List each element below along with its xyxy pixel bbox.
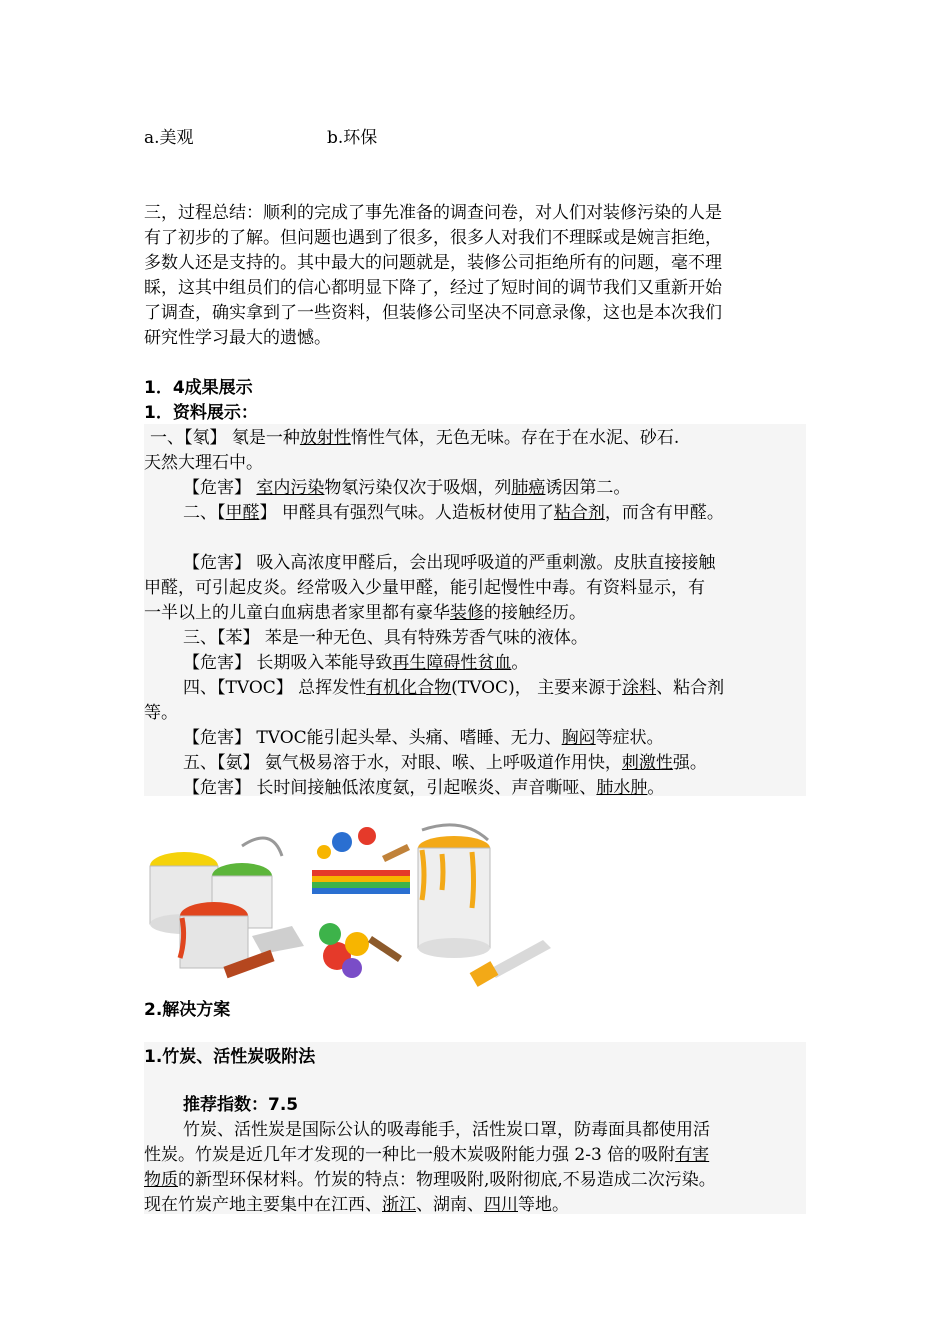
link-harmful[interactable]: 有害 [675,1145,710,1165]
hazard-benzene: 【危害】 长期吸入苯能导致再生障碍性贫血。 [183,653,529,673]
method-text: 性炭。竹炭是近几年才发现的一种比一般木炭吸附能力强 2-3 倍的吸附有害 [144,1145,710,1165]
method-text: 竹炭、活性炭是国际公认的吸毒能手，活性炭口罩，防毒面具都使用活 [183,1120,710,1140]
paint-buckets-image [142,826,310,986]
hazard-radon: 【危害】 室内污染物氡污染仅次于吸烟，列肺癌诱因第二。 [183,478,631,498]
summary-line: 睬，这其中组员们的信心都明显下降了，经过了短时间的调节我们又重新开始 [144,278,722,298]
link-irritant[interactable]: 刺激性 [621,753,673,773]
hazard-tvoc: 【危害】 TVOC能引起头晕、头痛、嗜睡、无力、胸闷等症状。 [183,728,664,748]
hazard-formaldehyde-cont: 一半以上的儿童白血病患者家里都有豪华装修的接触经历。 [144,603,586,623]
substance-radon: 一、【氡】 氡是一种放射性惰性气体，无色无味。存在于在水泥、砂石. [150,428,680,448]
method-title: 1.竹炭、活性炭吸附法 [144,1047,316,1067]
option-a: a.美观 [144,128,194,148]
link-formaldehyde[interactable]: 甲醛 [225,503,260,523]
hazard-formaldehyde: 【危害】 吸入高浓度甲醛后，会出现呼吸道的严重刺激。皮肤直接接触 [183,553,716,573]
section-heading: 2.解决方案 [144,1000,231,1020]
link-indoor-pollution[interactable]: 室内污染 [256,478,325,498]
link-zhejiang[interactable]: 浙江 [382,1195,416,1215]
link-lung-cancer[interactable]: 肺癌 [511,478,546,498]
link-adhesive[interactable]: 粘合剂 [553,503,605,523]
hazard-ammonia: 【危害】 长时间接触低浓度氨，引起喉炎、声音嘶哑、肺水肿。 [183,778,665,798]
summary-line: 了调查，确实拿到了一些资料，但装修公司坚决不同意录像，这也是本次我们 [144,303,722,323]
method-text: 现在竹炭产地主要集中在江西、浙江、湖南、四川等地。 [144,1195,569,1215]
link-paint[interactable]: 涂料 [622,678,657,698]
link-aplastic-anemia[interactable]: 再生障碍性贫血 [392,653,512,673]
method-text: 物质的新型环保材料。竹炭的特点：物理吸附,吸附彻底,不易造成二次污染。 [144,1170,716,1190]
substance-ammonia: 五、【氨】 氨气极易溶于水，对眼、喉、上呼吸道作用快，刺激性强。 [183,753,707,773]
substance-tvoc: 四、【TVOC】 总挥发性有机化合物(TVOC)， 主要来源于涂料、粘合剂 [183,678,725,698]
paint-can-image [412,820,572,990]
method-rating: 推荐指数：7.5 [183,1095,299,1115]
link-decoration[interactable]: 装修 [450,603,484,623]
summary-line: 三，过程总结：顺利的完成了事先准备的调查问卷，对人们对装修污染的人是 [144,203,722,223]
section-heading: 1．4成果展示 [144,378,253,398]
summary-line: 研究性学习最大的遗憾。 [144,328,331,348]
section-heading: 1．资料展示： [144,403,258,423]
substance-benzene: 三、【苯】 苯是一种无色、具有特殊芳香气味的液体。 [183,628,588,648]
option-b: b.环保 [327,128,378,148]
color-splash-image [312,826,412,986]
hazard-formaldehyde-cont: 甲醛，可引起皮炎。经常吸入少量甲醛，能引起慢性中毒。有资料显示，有 [144,578,705,598]
link-substance[interactable]: 物质 [144,1170,178,1190]
link-sichuan[interactable]: 四川 [484,1195,518,1215]
substance-tvoc-cont: 等。 [144,703,178,723]
link-chest-tightness[interactable]: 胸闷 [561,728,596,748]
substance-radon-cont: 天然大理石中。 [144,453,263,473]
link-organic-compound[interactable]: 有机化合物 [366,678,452,698]
summary-line: 多数人还是支持的。其中最大的问题就是，装修公司拒绝所有的问题，毫不理 [144,253,722,273]
summary-line: 有了初步的了解。但问题也遇到了很多，很多人对我们不理睬或是婉言拒绝， [144,228,722,248]
link-radioactive[interactable]: 放射性 [299,428,351,448]
link-pulmonary-edema[interactable]: 肺水肿 [596,778,648,798]
substance-formaldehyde: 二、【甲醛】 甲醛具有强烈气味。人造板材使用了粘合剂，而含有甲醛。 [183,503,724,523]
